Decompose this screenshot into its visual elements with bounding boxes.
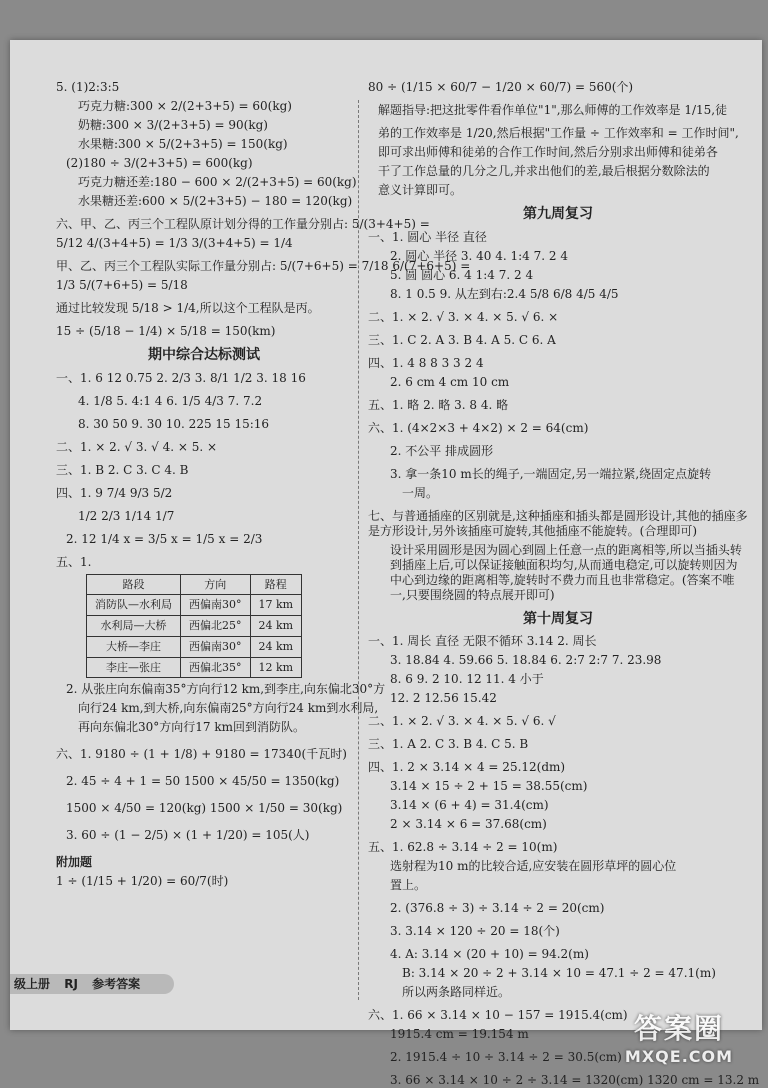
answer-line: 4. 1/8 5. 4:1 4 6. 1/5 4/3 7. 7.2: [78, 393, 263, 408]
table-cell: 17 km: [250, 595, 302, 616]
watermark-logo: 答案圈: [633, 1012, 724, 1045]
answer-line: 8. 1 0.5 9. 从左到右:2.4 5/8 6/8 4/5 4/5: [390, 286, 619, 301]
table-header-cell: 路程: [250, 574, 302, 595]
answer-line: 2. (376.8 ÷ 3) ÷ 3.14 ÷ 2 = 20(cm): [390, 901, 605, 915]
answer-line: 2. 从张庄向东偏南35°方向行12 km,到李庄,向东偏北30°方: [66, 682, 386, 697]
answer-line: 一、1. 圆心 半径 直径: [368, 229, 487, 244]
section-title-midterm: 期中综合达标测试: [148, 347, 260, 363]
answer-line: 3. 拿一条10 m长的绳子,一端固定,另一端拉紧,绕固定点旋转: [390, 466, 712, 481]
answer-line: 弟的工作效率是 1/20,然后根据"工作量 ÷ 工作效率和 = 工作时间",: [378, 126, 739, 140]
answer-line: 五、1. 略 2. 略 3. 8 4. 略: [368, 397, 509, 412]
watermark-url: MXQE.COM: [624, 1047, 734, 1066]
table-cell: 西偏北25°: [181, 616, 251, 637]
answer-line: 六、甲、乙、丙三个工程队原计划分得的工作量分别占: 5/(3+4+5) =: [56, 217, 430, 231]
section-title-week9: 第九周复习: [523, 206, 593, 222]
answer-line: 2. 1915.4 ÷ 10 ÷ 3.14 ÷ 2 = 30.5(cm): [390, 1050, 622, 1064]
answer-line: 干了工作总量的几分之几,并求出他们的差,最后根据分数除法的: [378, 164, 710, 178]
answer-line: 一周。: [402, 485, 439, 500]
answer-line: 1 ÷ (1/15 + 1/20) = 60/7(时): [56, 874, 229, 889]
answer-line: 四、1. 2 × 3.14 × 4 = 25.12(dm): [368, 760, 566, 774]
answer-line: 向行24 km,到大桥,向东偏南25°方向行24 km到水利局,: [78, 701, 379, 716]
answer-line: 1/3 5/(7+6+5) = 5/18: [56, 278, 188, 292]
answer-line: 1915.4 cm = 19.154 m: [390, 1027, 529, 1041]
answer-line: 解题指导:把这批零件看作单位"1",那么师傅的工作效率是 1/15,徒: [378, 103, 728, 117]
answer-line: 3. 66 × 3.14 × 10 ÷ 2 ÷ 3.14 = 1320(cm) 1320 cm = 13.2 m: [390, 1073, 760, 1087]
answer-line: 4. A: 3.14 × (20 + 10) = 94.2(m): [390, 947, 589, 961]
section-title-week10: 第十周复习: [523, 610, 593, 627]
table-cell: 李庄—张庄: [87, 657, 181, 678]
watermark: [604, 1007, 754, 1071]
answer-line: 四、1. 4 8 8 3 3 2 4: [368, 355, 484, 370]
answer-line: 三、1. A 2. C 3. B 4. C 5. B: [368, 737, 529, 751]
answer-line: 巧克力糖:300 × 2/(2+3+5) = 60(kg): [78, 99, 292, 113]
answer-line: 一、1. 周长 直径 无限不循环 3.14 2. 周长: [368, 634, 597, 648]
table-cell: 西偏北35°: [181, 657, 251, 678]
table-cell: 大桥—李庄: [87, 636, 181, 657]
answer-line: 3. 60 ÷ (1 − 2/5) × (1 + 1/20) = 105(人): [66, 828, 310, 843]
answer-line: 水果糖还差:600 × 5/(2+3+5) − 180 = 120(kg): [78, 194, 353, 208]
table-row: [87, 636, 302, 657]
answer-line: 即可求出师傅和徒弟的合作工作时间,然后分别求出师傅和徒弟各: [378, 145, 718, 159]
table-row: [87, 657, 302, 678]
answer-line: 12. 2 12.56 15.42: [390, 691, 497, 705]
right-column: [368, 80, 760, 1088]
answer-line: 2. 45 ÷ 4 + 1 = 50 1500 × 45/50 = 1350(kg): [66, 774, 340, 789]
footer-label: 参考答案: [92, 977, 141, 991]
column-divider: [358, 100, 359, 1000]
answer-line: 六、1. 66 × 3.14 × 10 − 157 = 1915.4(cm): [368, 1008, 628, 1022]
answer-line: 选射程为10 m的比较合适,应安装在圆形草坪的圆心位: [390, 859, 677, 873]
answer-line: 2. 6 cm 4 cm 10 cm: [390, 374, 510, 389]
answer-line: 巧克力糖还差:180 − 600 × 2/(2+3+5) = 60(kg): [78, 175, 357, 189]
answer-line: 六、1. (4×2×3 + 4×2) × 2 = 64(cm): [368, 420, 589, 435]
answer-line: 所以两条路同样近。: [402, 985, 511, 999]
answer-line: 3.14 × (6 + 4) = 31.4(cm): [390, 798, 549, 812]
answer-line: 1500 × 4/50 = 120(kg) 1500 × 1/50 = 30(kg): [66, 801, 343, 816]
answer-line: 5/12 4/(3+4+5) = 1/3 3/(3+4+5) = 1/4: [56, 236, 293, 250]
table-cell: 西偏南30°: [181, 636, 251, 657]
answer-line: 再向东偏北30°方向行17 km回到消防队。: [78, 720, 306, 735]
route-table: [86, 574, 302, 679]
answer-line: 甲、乙、丙三个工程队实际工作量分别占: 5/(7+6+5) = 7/18 6/(7+6+5) =: [56, 259, 471, 273]
table-row: [87, 595, 302, 616]
answer-line: 意义计算即可。: [378, 183, 463, 197]
question-label: 五、1.: [56, 554, 92, 569]
answer-line: 2. 不公平 排成圆形: [390, 443, 494, 458]
answer-line: 二、1. × 2. √ 3. × 4. × 5. √ 6. ×: [368, 309, 559, 324]
answer-line: 15 ÷ (5/18 − 1/4) × 5/18 = 150(km): [56, 324, 276, 338]
table-header-cell: 路段: [87, 574, 181, 595]
table-header-row: [87, 574, 302, 595]
answer-line: 5. 圆 圆心 6. 4 1:4 7. 2 4: [390, 267, 534, 282]
answer-line: 四、1. 9 7/4 9/3 5/2: [56, 485, 173, 500]
answer-line: 水果糖:300 × 5/(2+3+5) = 150(kg): [78, 137, 288, 151]
answer-line: 通过比较发现 5/18 > 1/4,所以这个工程队是丙。: [56, 301, 320, 315]
table-cell: 24 km: [250, 636, 302, 657]
answer-line: 8. 30 50 9. 30 10. 225 15 15:16: [78, 416, 270, 431]
answer-line: 二、1. × 2. √ 3. × 4. × 5. √ 6. √: [368, 714, 556, 728]
answer-line: 二、1. × 2. √ 3. √ 4. × 5. ×: [56, 439, 218, 454]
footer-grade: 级上册: [14, 977, 51, 991]
answer-line: 六、1. 9180 ÷ (1 + 1/8) + 9180 = 17340(千瓦时): [56, 747, 347, 762]
table-cell: 水利局—大桥: [87, 616, 181, 637]
answer-line: 2. 圆心 半径 3. 40 4. 1:4 7. 2 4: [390, 248, 568, 263]
answer-line: 五、1. 62.8 ÷ 3.14 ÷ 2 = 10(m): [368, 840, 558, 854]
table-cell: 西偏南30°: [181, 595, 251, 616]
answer-line: 3. 3.14 × 120 ÷ 20 = 18(个): [390, 924, 560, 938]
table-header-cell: 方向: [181, 574, 251, 595]
answer-line: 1/2 2/3 1/14 1/7: [78, 508, 175, 523]
answer-line: 置上。: [390, 878, 427, 892]
answer-line: 8. 6 9. 2 10. 12 11. 4 小于: [390, 672, 544, 686]
footer-edition: RJ: [64, 977, 78, 991]
answer-line: 2. 12 1/4 x = 3/5 x = 1/5 x = 2/3: [66, 531, 263, 546]
bonus-title: 附加题: [56, 855, 93, 870]
answer-line: 2 × 3.14 × 6 = 37.68(cm): [390, 817, 547, 831]
answer-line: 80 ÷ (1/15 × 60/7 − 1/20 × 60/7) = 560(个): [368, 80, 634, 94]
answer-line: 奶糖:300 × 3/(2+3+5) = 90(kg): [78, 118, 268, 132]
table-cell: 24 km: [250, 616, 302, 637]
table-cell: 12 km: [250, 657, 302, 678]
answer-line: 3. 18.84 4. 59.66 5. 18.84 6. 2:7 2:7 7. 23.98: [390, 653, 662, 667]
table-row: [87, 616, 302, 637]
answer-paragraph: 设计采用圆形是因为圆心到圆上任意一点的距离相等,所以当插头转到插座上后,可以保证接触面积均匀,从而通电稳定,可以旋转则因为中心到边缘的距离相等,旋转时不费力而且也非常稳定。(答案不唯一,只要围绕圆的特点展开即可): [390, 542, 742, 602]
answer-line: 3.14 × 15 ÷ 2 + 15 = 38.55(cm): [390, 779, 588, 793]
answer-line: 三、1. B 2. C 3. C 4. B: [56, 462, 189, 477]
footer-tab: [10, 974, 174, 994]
answer-line: (2)180 ÷ 3/(2+3+5) = 600(kg): [66, 156, 253, 170]
table-cell: 消防队—水利局: [87, 595, 181, 616]
answer-paragraph: 七、与普通插座的区别就是,这种插座和插头都是圆形设计,其他的插座多是方形设计,另外该插座可旋转,其他插座不能旋转。(合理即可): [368, 508, 748, 538]
answer-line: 5. (1)2:3:5: [56, 80, 120, 94]
answer-line: B: 3.14 × 20 ÷ 2 + 3.14 × 10 = 47.1 ÷ 2 = 47.1(m): [402, 966, 716, 980]
answer-line: 三、1. C 2. A 3. B 4. A 5. C 6. A: [368, 332, 556, 347]
answer-line: 一、1. 6 12 0.75 2. 2/3 3. 8/1 1/2 3. 18 16: [56, 370, 306, 385]
